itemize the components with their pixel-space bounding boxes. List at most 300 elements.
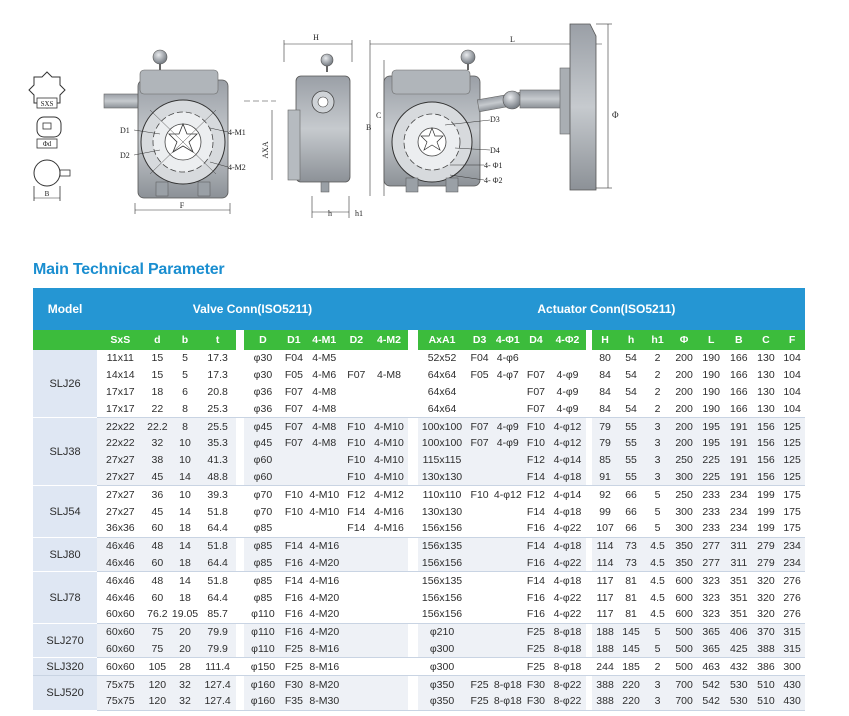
table-cell: 4-φ18 (553, 505, 582, 518)
table-cell: 145 (618, 641, 645, 658)
table-cell: 4-φ7 (496, 369, 519, 382)
parameter-table (33, 288, 805, 711)
table-cell: 38 (144, 452, 172, 469)
table-cell: 200 (671, 435, 698, 452)
table-cell: 250 (675, 488, 693, 501)
phi2-dim: 4- Φ2 (484, 176, 503, 185)
table-cell: 17x17 (97, 400, 143, 417)
table-cell: 20 (171, 623, 199, 640)
table-cell (343, 641, 371, 658)
table-cell: 79.9 (199, 641, 237, 658)
table-cell: 4-φ22 (553, 591, 582, 604)
column-gap (236, 676, 244, 693)
table-cell: 130x130 (421, 505, 463, 518)
table-cell: 4-M10 (370, 435, 408, 452)
table-cell: 277 (697, 555, 725, 572)
table-cell: F16 (523, 520, 550, 537)
m2-dim: 4-M2 (228, 163, 246, 172)
table-cell: 64x64 (427, 385, 457, 398)
table-cell (493, 589, 523, 606)
table-cell (370, 658, 408, 676)
table-cell: 4-M8 (376, 369, 401, 382)
column-header: h (618, 330, 645, 350)
table-cell: 190 (702, 352, 720, 365)
table-cell: 66 (625, 505, 637, 518)
shaft-keyed-icon (37, 117, 61, 148)
column-header: L (697, 330, 725, 350)
table-cell: 234 (730, 488, 748, 501)
table-cell (370, 589, 408, 606)
table-cell: 114 (592, 555, 617, 572)
table-cell (466, 384, 493, 401)
table-cell: 500 (671, 641, 698, 658)
table-cell (549, 350, 585, 367)
column-gap (586, 658, 593, 676)
table-cell: 73 (618, 537, 645, 554)
table-cell: 36x36 (97, 520, 143, 537)
phi-d-label: Φd (42, 140, 52, 148)
table-cell: 3 (644, 693, 671, 710)
table-cell: 220 (618, 693, 645, 710)
table-row (33, 641, 805, 658)
column-gap (236, 589, 244, 606)
column-gap (586, 452, 593, 469)
table-cell: 92 (599, 488, 611, 501)
table-cell: F30 (523, 693, 550, 710)
table-cell: 15 (151, 369, 164, 382)
column-gap (586, 641, 593, 658)
c-side-dim: C (376, 111, 382, 120)
table-cell: 279 (753, 555, 780, 572)
column-header: t (199, 330, 237, 350)
table-cell: 3 (644, 469, 671, 486)
table-cell: 28 (171, 658, 199, 676)
column-gap (236, 452, 244, 469)
table-cell: 188 (592, 623, 617, 640)
column-gap (236, 350, 244, 367)
table-cell (466, 469, 493, 486)
table-cell: 8-M20 (306, 676, 342, 693)
table-cell: 4-φ9 (493, 418, 523, 435)
table-cell: 4-M8 (306, 435, 342, 452)
table-cell (466, 572, 493, 589)
table-cell: 99 (599, 505, 611, 518)
f-dim: F (179, 201, 185, 210)
table-cell: φ36 (244, 400, 282, 417)
column-header: 4-Φ1 (493, 330, 523, 350)
column-gap (236, 486, 244, 503)
table-cell: 55 (618, 435, 645, 452)
table-cell: 3 (644, 676, 671, 693)
column-gap (586, 486, 593, 503)
column-gap (236, 537, 244, 554)
column-gap (236, 400, 244, 417)
table-cell: F10 (523, 418, 550, 435)
table-cell: 54 (625, 385, 637, 398)
table-cell: 4-M10 (309, 488, 340, 501)
table-cell: 51.8 (199, 537, 237, 554)
column-gap (236, 418, 244, 435)
table-cell (370, 572, 408, 589)
technical-drawings (0, 0, 849, 230)
table-cell: 85.7 (199, 606, 237, 623)
table-cell (343, 693, 371, 710)
table-cell: 388 (753, 641, 780, 658)
table-cell: F25 (466, 693, 493, 710)
column-header: 4-Φ2 (549, 330, 585, 350)
table-cell: 4-φ12 (549, 435, 585, 452)
table-cell: 27x27 (106, 505, 135, 518)
table-cell: 8 (171, 418, 199, 435)
column-gap (408, 589, 418, 606)
table-row (33, 503, 805, 520)
gearbox-front-view (104, 50, 276, 214)
table-cell: 14 (171, 537, 199, 554)
table-cell: 10 (171, 452, 199, 469)
table-cell: 200 (671, 418, 698, 435)
table-cell: 81 (625, 574, 637, 587)
table-cell: 530 (725, 693, 753, 710)
table-cell: 4-φ14 (549, 452, 585, 469)
table-cell: 5 (654, 505, 661, 518)
table-row (33, 537, 805, 554)
table-cell (466, 520, 493, 537)
column-header: b (171, 330, 199, 350)
column-gap (408, 350, 418, 367)
table-cell: 22x22 (97, 435, 143, 452)
column-gap (408, 641, 418, 658)
table-cell: 4-φ9 (556, 385, 579, 398)
table-cell: 350 (671, 537, 698, 554)
table-cell: 600 (675, 591, 693, 604)
table-cell: F25 (466, 676, 493, 693)
table-cell: F25 (282, 641, 306, 658)
table-cell: F25 (523, 623, 550, 640)
table-cell: 25.5 (199, 418, 237, 435)
sxs-label: SXS (40, 100, 54, 108)
column-gap (236, 641, 244, 658)
table-cell: 311 (725, 555, 753, 572)
table-cell: F12 (523, 452, 550, 469)
table-cell: 120 (144, 676, 172, 693)
table-cell: 84 (599, 369, 611, 382)
table-cell (370, 606, 408, 623)
table-cell: 234 (725, 520, 753, 537)
table-cell: 39.3 (207, 488, 228, 501)
table-cell: F16 (523, 606, 550, 623)
table-cell: F10 (284, 488, 303, 501)
gearbox-actuator-view (366, 24, 619, 196)
table-cell: 4-φ6 (496, 352, 519, 365)
column-gap (586, 435, 593, 452)
table-cell: 700 (671, 676, 698, 693)
table-cell: F07 (282, 400, 306, 417)
table-cell: 5 (644, 520, 671, 537)
table-cell: 104 (779, 400, 805, 417)
table-cell: 430 (779, 693, 805, 710)
table-cell: 75 (144, 623, 172, 640)
table-cell: F07 (466, 418, 493, 435)
table-cell: 430 (779, 676, 805, 693)
table-cell: 2 (654, 352, 661, 365)
table-cell: 79 (592, 418, 617, 435)
table-cell (370, 384, 408, 401)
table-cell: 75x75 (97, 676, 143, 693)
table-cell: 14 (179, 574, 191, 587)
column-header: D2 (343, 330, 371, 350)
group-header-row (33, 288, 805, 330)
model-cell: SLJ26 (33, 350, 97, 418)
table-cell: 323 (702, 591, 720, 604)
table-cell: 5 (644, 641, 671, 658)
table-cell (370, 623, 408, 640)
table-cell: 156x156 (418, 555, 467, 572)
table-cell: 4-M20 (309, 591, 340, 604)
table-cell: F14 (282, 537, 306, 554)
table-cell: F07 (284, 385, 303, 398)
table-cell: 234 (779, 555, 805, 572)
table-cell: 4-M10 (370, 418, 408, 435)
table-cell: 311 (725, 537, 753, 554)
column-gap (586, 350, 593, 367)
column-gap (408, 537, 418, 554)
table-body (33, 350, 805, 710)
column-gap (408, 555, 418, 572)
table-cell: 388 (592, 693, 617, 710)
table-cell: 85 (592, 452, 617, 469)
table-cell: F07 (347, 369, 366, 382)
table-cell: 8-φ18 (493, 693, 523, 710)
table-cell: 51.8 (207, 574, 228, 587)
table-row (33, 418, 805, 435)
table-cell: 220 (618, 676, 645, 693)
table-cell: 300 (779, 658, 805, 676)
table-cell: φ150 (244, 658, 282, 676)
table-cell: φ45 (244, 435, 282, 452)
table-cell: 130 (757, 352, 775, 365)
table-cell: 107 (592, 520, 617, 537)
table-cell: 4-φ22 (549, 555, 585, 572)
d2-dim: D2 (120, 151, 130, 160)
table-cell: 4-M8 (312, 385, 337, 398)
column-header: 4-M2 (370, 330, 408, 350)
table-row (33, 589, 805, 606)
table-cell: 22.2 (144, 418, 172, 435)
table-row (33, 435, 805, 452)
column-gap (236, 367, 244, 384)
column-header: SxS (97, 330, 143, 350)
table-cell: 156x156 (421, 591, 463, 604)
model-column-header (33, 330, 97, 350)
table-cell: 15 (151, 352, 164, 365)
table-cell (343, 350, 371, 367)
table-cell (466, 503, 493, 520)
d4-dim: D4 (490, 146, 500, 155)
table-cell: 300 (671, 520, 698, 537)
table-row (33, 350, 805, 367)
table-cell: 3 (644, 452, 671, 469)
table-cell: 8-φ18 (549, 623, 585, 640)
column-gap (236, 572, 244, 589)
column-gap (408, 400, 418, 417)
column-gap (586, 367, 593, 384)
table-cell: 130 (757, 385, 775, 398)
table-cell: F05 (284, 369, 303, 382)
table-cell: 4-M16 (306, 537, 342, 554)
table-cell: 200 (675, 385, 693, 398)
table-cell: φ300 (418, 641, 467, 658)
table-cell: 320 (753, 606, 780, 623)
table-cell: 365 (697, 623, 725, 640)
column-header: h1 (644, 330, 671, 350)
column-gap (408, 658, 418, 676)
table-cell: 4-φ9 (493, 435, 523, 452)
column-gap (236, 330, 244, 350)
table-row (33, 452, 805, 469)
table-cell: 20 (171, 641, 199, 658)
table-cell (493, 452, 523, 469)
table-cell (343, 572, 371, 589)
table-cell: 156x135 (421, 574, 463, 587)
table-row (33, 606, 805, 623)
table-cell: 315 (779, 641, 805, 658)
table-cell (493, 503, 523, 520)
table-cell (493, 623, 523, 640)
table-cell: 105 (144, 658, 172, 676)
table-cell: 60x60 (97, 658, 143, 676)
table-cell: 190 (702, 369, 720, 382)
table-cell: 3 (644, 435, 671, 452)
table-cell: φ110 (244, 606, 282, 623)
table-cell: 8-φ18 (549, 641, 585, 658)
table-cell: 4-M10 (370, 452, 408, 469)
table-cell: φ160 (244, 693, 282, 710)
table-cell: F10 (343, 452, 371, 469)
table-cell: F07 (466, 435, 493, 452)
table-cell (493, 555, 523, 572)
table-cell: 117 (596, 591, 614, 604)
table-cell: 8-M16 (306, 658, 342, 676)
table-cell: 8-φ22 (549, 693, 585, 710)
table-row (33, 400, 805, 417)
table-cell: 276 (779, 606, 805, 623)
column-gap (586, 606, 593, 623)
h-small-dim: h (328, 209, 332, 218)
column-gap (586, 418, 593, 435)
table-cell (343, 589, 371, 606)
table-cell: 191 (725, 418, 753, 435)
table-cell: 233 (702, 488, 720, 501)
table-cell (343, 676, 371, 693)
table-cell: φ60 (244, 452, 282, 469)
column-gap (408, 367, 418, 384)
table-cell: 32 (171, 676, 199, 693)
table-cell: φ85 (244, 537, 282, 554)
table-cell: 300 (675, 505, 693, 518)
table-cell: 199 (753, 520, 780, 537)
table-cell: φ85 (244, 520, 282, 537)
table-cell (493, 520, 523, 537)
table-cell (306, 452, 342, 469)
table-cell: 244 (592, 658, 617, 676)
table-cell: 60x60 (97, 623, 143, 640)
h1-dim: h1 (355, 209, 363, 218)
column-gap (236, 623, 244, 640)
table-cell: 25.3 (199, 400, 237, 417)
table-cell (370, 350, 408, 367)
table-cell: φ160 (244, 676, 282, 693)
column-gap (586, 469, 593, 486)
column-gap (586, 555, 593, 572)
table-cell: φ85 (244, 555, 282, 572)
table-cell: 18 (179, 591, 191, 604)
table-cell: 76.2 (144, 606, 172, 623)
table-cell: 320 (757, 574, 775, 587)
table-cell: 188 (592, 641, 617, 658)
table-cell: F14 (526, 574, 546, 587)
table-cell (370, 555, 408, 572)
table-cell: 350 (671, 555, 698, 572)
table-cell (306, 520, 342, 537)
table-cell: 84 (599, 385, 611, 398)
table-cell: 500 (671, 623, 698, 640)
table-cell: 104 (783, 385, 801, 398)
table-cell (493, 400, 523, 417)
table-cell: 4-M16 (374, 505, 404, 518)
table-cell: 35.3 (199, 435, 237, 452)
table-cell: 27x27 (97, 469, 143, 486)
table-cell: F30 (282, 676, 306, 693)
table-cell: 36 (151, 488, 164, 501)
table-cell (282, 452, 306, 469)
table-cell: 8-M30 (306, 693, 342, 710)
column-header: Φ (671, 330, 698, 350)
table-cell: 166 (730, 385, 748, 398)
model-cell: SLJ520 (33, 676, 97, 711)
table-cell: 510 (753, 676, 780, 693)
table-cell: 14 (179, 505, 191, 518)
table-cell: 200 (675, 352, 693, 365)
column-header: B (725, 330, 753, 350)
table-cell: 46x46 (97, 537, 143, 554)
table-cell: 225 (697, 469, 725, 486)
table-cell (466, 589, 493, 606)
table-cell: F10 (343, 435, 371, 452)
table-cell: 130 (757, 369, 775, 382)
table-cell: F16 (284, 591, 303, 604)
table-cell: 14 (171, 469, 199, 486)
table-cell: 4-M12 (374, 488, 404, 501)
table-cell: 52x52 (427, 352, 457, 365)
table-cell: 84 (592, 400, 617, 417)
table-cell: 4.5 (644, 555, 671, 572)
column-header: 4-M1 (306, 330, 342, 350)
table-cell (493, 537, 523, 554)
table-cell: 200 (671, 400, 698, 417)
column-header: D3 (466, 330, 493, 350)
column-gap (236, 503, 244, 520)
table-row (33, 367, 805, 384)
table-cell (343, 555, 371, 572)
table-cell (466, 400, 493, 417)
table-cell: 351 (730, 591, 748, 604)
table-cell: 46x46 (106, 591, 135, 604)
table-cell: 4.5 (650, 591, 665, 604)
table-row (33, 469, 805, 486)
table-cell (466, 537, 493, 554)
column-header-row (33, 330, 805, 350)
table-cell: 175 (779, 520, 805, 537)
